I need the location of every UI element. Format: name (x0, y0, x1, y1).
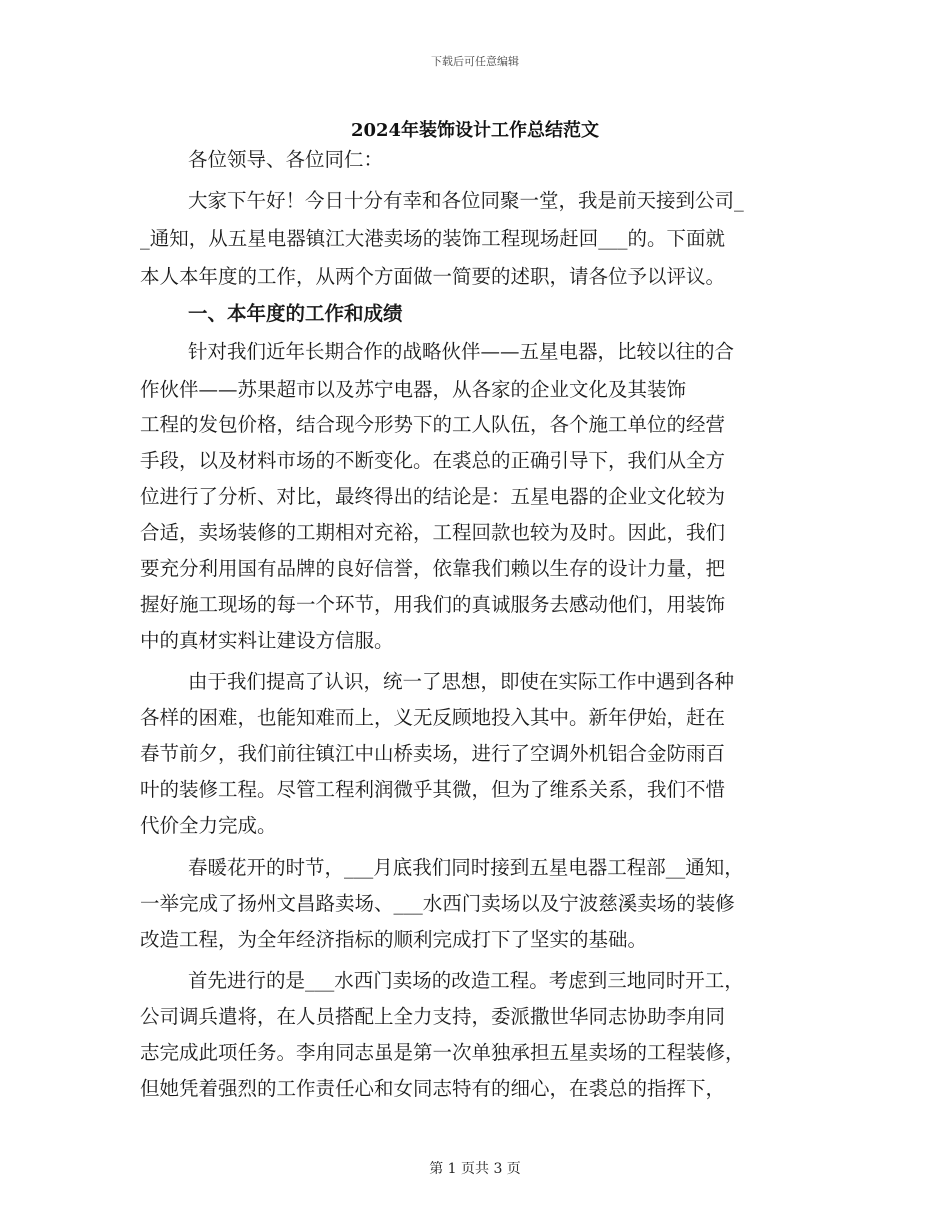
body-line: 要充分利用国有品牌的良好信誉，依靠我们赖以生存的设计力量，把 (140, 557, 726, 580)
body-line: 本人本年度的工作，从两个方面做一简要的述职，请各位予以评议。 (140, 265, 726, 288)
body-line: 大家下午好！今日十分有幸和各位同聚一堂，我是前天接到公司_ (188, 189, 744, 212)
body-line: 手段，以及材料市场的不断变化。在裘总的正确引导下，我们从全方 (140, 449, 726, 472)
body-line: 春暖花开的时节，___月底我们同时接到五星电器工程部__通知， (188, 856, 744, 879)
body-line: 合适，卖场装修的工期相对充裕，工程回款也较为及时。因此，我们 (140, 521, 726, 544)
body-line: 但她凭着强烈的工作责任心和女同志特有的细心，在裘总的指挥下， (140, 1077, 726, 1100)
section-heading: 一、本年度的工作和成绩 (188, 302, 403, 325)
page-footer: 第 1 页共 3 页 (429, 1161, 521, 1177)
body-line: 作伙伴——苏果超市以及苏宁电器，从各家的企业文化及其装饰 (140, 378, 687, 401)
body-line: 首先进行的是___水西门卖场的改造工程。考虑到三地同时开工， (188, 969, 744, 992)
salutation-line: 各位领导、各位同仁： (188, 148, 384, 171)
body-line: 叶的装修工程。尽管工程利润微乎其微，但为了维系关系，我们不惜 (140, 778, 726, 801)
body-line: _通知，从五星电器镇江大港卖场的装饰工程现场赶回___的。下面就 (140, 227, 726, 250)
body-line: 代价全力完成。 (140, 814, 277, 837)
body-line: 一举完成了扬州文昌路卖场、___水西门卖场以及宁波慈溪卖场的装修 (140, 892, 735, 915)
body-line: 中的真材实料让建设方信服。 (140, 629, 394, 652)
body-line: 志完成此项任务。李甪同志虽是第一次单独承担五星卖场的工程装修， (140, 1041, 745, 1064)
body-line: 针对我们近年长期合作的战略伙伴——五星电器，比较以往的合 (188, 340, 735, 363)
body-line: 位进行了分析、对比，最终得出的结论是：五星电器的企业文化较为 (140, 485, 726, 508)
page-header: 下载后可任意编辑 (431, 55, 519, 68)
document-title: 2024年装饰设计工作总结范文 (350, 120, 600, 141)
body-line: 改造工程，为全年经济指标的顺利完成打下了坚实的基础。 (140, 928, 648, 951)
body-line: 公司调兵遣将，在人员搭配上全力支持，委派撒世华同志协助李甪同 (140, 1005, 726, 1028)
body-line: 春节前夕，我们前往镇江中山桥卖场，进行了空调外机铝合金防雨百 (140, 742, 726, 765)
body-line: 由于我们提高了认识，统一了思想，即使在实际工作中遇到各种 (188, 670, 735, 693)
body-line: 握好施工现场的每一个环节，用我们的真诚服务去感动他们，用装饰 (140, 593, 726, 616)
body-line: 工程的发包价格，结合现今形势下的工人队伍，各个施工单位的经营 (140, 413, 726, 436)
body-line: 各样的困难，也能知难而上，义无反顾地投入其中。新年伊始，赶在 (140, 706, 726, 729)
